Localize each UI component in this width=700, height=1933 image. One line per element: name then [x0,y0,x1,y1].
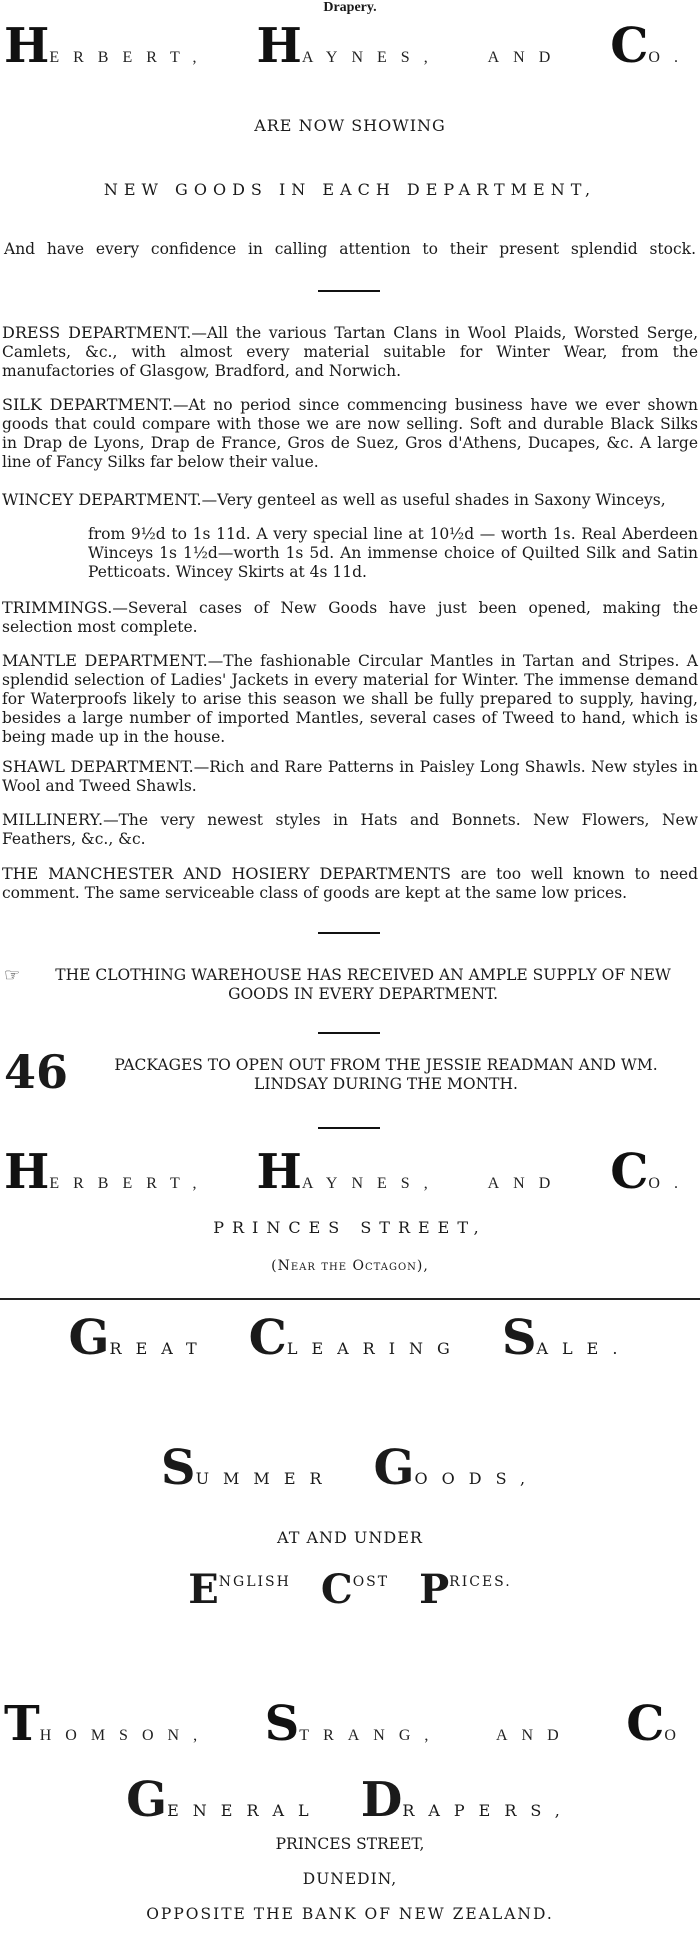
heading-word: H AYNES, [256,1144,442,1200]
heading-word: H ERBERT, [4,18,211,74]
divider [318,1032,380,1034]
heading-word: D RAPERS, [360,1772,574,1828]
heading-word: G ENERAL [126,1772,323,1828]
at-and-under: AT AND UNDER [277,1528,423,1547]
heading-word: G OODS, [373,1440,540,1496]
ad2-firm [4,1696,690,1752]
dept-manchester: THE MANCHESTER AND HOSIERY DEPARTMENTS are too well known to need comment. The same serviceable class of goods are kept at the same low prices. [2,864,699,902]
heading-word: S TRANG, [264,1696,443,1752]
divider [318,1127,380,1129]
ad2-street: PRINCES STREET, [275,1835,425,1853]
packages-number: 46 [4,1045,69,1099]
heading-word: AND [495,1727,573,1744]
heading-word: C OST [320,1566,390,1613]
dept-shawl: SHAWL DEPARTMENT.—Rich and Rare Patterns in Paisley Long Shawls. New styles in Wool and Tweed Shawls. [2,757,698,795]
divider [318,932,380,934]
divider [318,290,380,292]
dept-wincey-cont: from 9½d to 1s 11d. A very special line at 10½d — worth 1s. Real Aberdeen Winceys 1s 1½d—worth 1s 5d. An immense choice of Quilted Silk and Satin Petticoats. Wincey Skirts at 4s 11d. [88,525,698,581]
packages-notice: 46 PACKAGES TO OPEN OUT FROM THE JESSIE READMAN AND WM. LINDSAY DURING THE MONTH. [4,1045,658,1099]
section-title: Drapery. [323,0,377,15]
ad2-city: DUNEDIN, [302,1870,398,1888]
new-goods-line: NEW GOODS IN EACH DEPARTMENT, [103,180,597,199]
heading-word: AND [487,1175,565,1192]
heading-word: S UMMER [160,1440,336,1496]
heading-word: T HOMSON, [4,1696,212,1752]
dept-trimmings: TRIMMINGS.—Several cases of New Goods have just been opened, making the selection most complete. [2,598,698,636]
heading-word: P RICES. [419,1566,512,1613]
confidence-line: And have every confidence in calling attention to their present splendid stock. [4,240,696,258]
ad2-subheading [0,1440,700,1496]
heading-word: E NGLISH [188,1566,291,1613]
general-drapers [0,1772,700,1828]
ad1-street: PRINCES STREET, [213,1218,487,1237]
dept-silk: SILK DEPARTMENT.—At no period since commencing business have we ever shown goods that could compare with those we are now selling. Soft and durable Black Silks in Drap de Lyons, Drap de France, Gros de Suez, Gros d'Athens, Ducapes, &c. A large line of Fancy Silks far below their value. [2,395,698,471]
ad1-footer-heading [4,1144,692,1200]
english-cost-prices [0,1566,700,1613]
pointing-hand-icon: ☞ [4,965,21,986]
dept-wincey: WINCEY DEPARTMENT.—Very genteel as well as useful shades in Saxony Winceys, [2,490,666,509]
heading-word: C O [626,1696,690,1752]
ad1-near: (Near the Octagon), [271,1258,429,1274]
ad2-opposite: OPPOSITE THE BANK OF NEW ZEALAND. [146,1905,554,1923]
heading-word: C O. [610,18,692,74]
ad-separator [0,1298,700,1300]
heading-word: S ALE. [501,1310,632,1366]
ad2-heading [0,1310,700,1366]
dept-mantle: MANTLE DEPARTMENT.—The fashionable Circular Mantles in Tartan and Stripes. A splendid selection of Ladies' Jackets in every material for Winter. The immense demand for Waterproofs likely to arise this season we shall be fully prepared to supply, having, besides a large number of imported Mantles, several cases of Tweed to hand, which is being made up in the house. [2,651,698,746]
heading-word: H ERBERT, [4,1144,211,1200]
clothing-notice: ☞ THE CLOTHING WAREHOUSE HAS RECEIVED AN AMPLE SUPPLY OF NEW GOODS IN EVERY DEPARTMENT. [4,965,671,1003]
dept-millinery: MILLINERY.—The very newest styles in Hats and Bonnets. New Flowers, New Feathers, &c., &c. [2,810,698,848]
ad1-heading [4,18,692,74]
heading-word: AND [487,49,565,66]
now-showing: ARE NOW SHOWING [254,116,446,135]
heading-word: H AYNES, [256,18,442,74]
heading-word: G REAT [68,1310,211,1366]
dept-dress: DRESS DEPARTMENT.—All the various Tartan Clans in Wool Plaids, Worsted Serge, Camlets, &c., with almost every material suitable for Winter Wear, from the manufactories of Glasgow, Bradford, and Norwich. [2,323,699,380]
heading-word: C LEARING [248,1310,464,1366]
heading-word: C O. [610,1144,692,1200]
